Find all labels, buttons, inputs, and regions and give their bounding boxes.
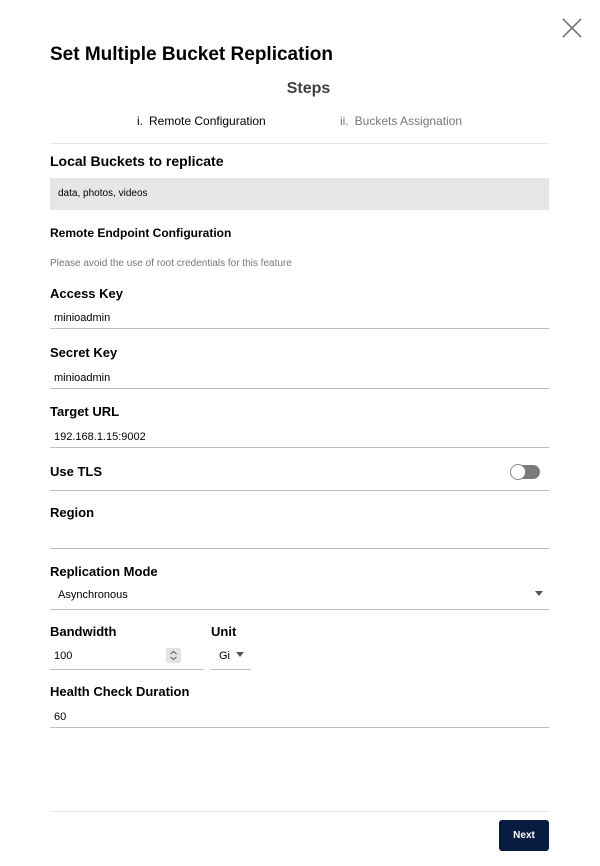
next-button[interactable]: Next [499, 820, 549, 851]
step-label: Remote Configuration [149, 114, 266, 128]
secret-key-label: Secret Key [50, 345, 118, 360]
secret-key-input[interactable]: minioadmin [50, 367, 549, 389]
step-label: Buckets Assignation [354, 114, 463, 128]
close-icon [560, 16, 584, 40]
replication-mode-select[interactable]: Asynchronous [50, 584, 549, 610]
chevron-down-icon [236, 652, 244, 657]
step-buckets-assignation[interactable] [340, 114, 462, 128]
chevron-down-icon [535, 591, 543, 596]
toggle-knob [510, 464, 526, 480]
health-check-label: Health Check Duration [50, 684, 190, 699]
step-number: ii. [340, 114, 349, 128]
use-tls-toggle[interactable] [511, 465, 540, 479]
access-key-label: Access Key [50, 286, 123, 301]
steps-divider [50, 143, 549, 144]
credentials-hint: Please avoid the use of root credentials for this feature [50, 258, 292, 269]
target-url-label: Target URL [50, 404, 120, 419]
health-check-input[interactable]: 60 [50, 706, 549, 728]
steps-title: Steps [286, 80, 331, 97]
remote-endpoint-title: Remote Endpoint Configuration [50, 226, 232, 240]
local-buckets-value: data, photos, videos [50, 178, 549, 210]
replication-mode-label: Replication Mode [50, 564, 158, 579]
use-tls-label: Use TLS [50, 464, 103, 479]
unit-select[interactable]: Gi [211, 646, 251, 670]
target-url-input[interactable]: 192.168.1.15:9002 [50, 426, 549, 448]
spinner-icon [166, 648, 181, 663]
step-remote-configuration[interactable] [137, 114, 266, 128]
use-tls-divider [50, 490, 549, 491]
region-label: Region [50, 505, 95, 520]
bandwidth-stepper[interactable] [166, 648, 181, 663]
local-buckets-title: Local Buckets to replicate [50, 153, 224, 169]
region-input[interactable] [50, 527, 549, 549]
footer-divider [50, 811, 549, 812]
unit-label: Unit [211, 624, 237, 639]
dialog-title: Set Multiple Bucket Replication [50, 44, 333, 65]
step-number: i. [137, 114, 143, 128]
bandwidth-label: Bandwidth [50, 624, 117, 639]
bandwidth-input[interactable]: 100 [50, 646, 204, 670]
close-button[interactable] [560, 16, 584, 40]
access-key-input[interactable]: minioadmin [50, 307, 549, 329]
